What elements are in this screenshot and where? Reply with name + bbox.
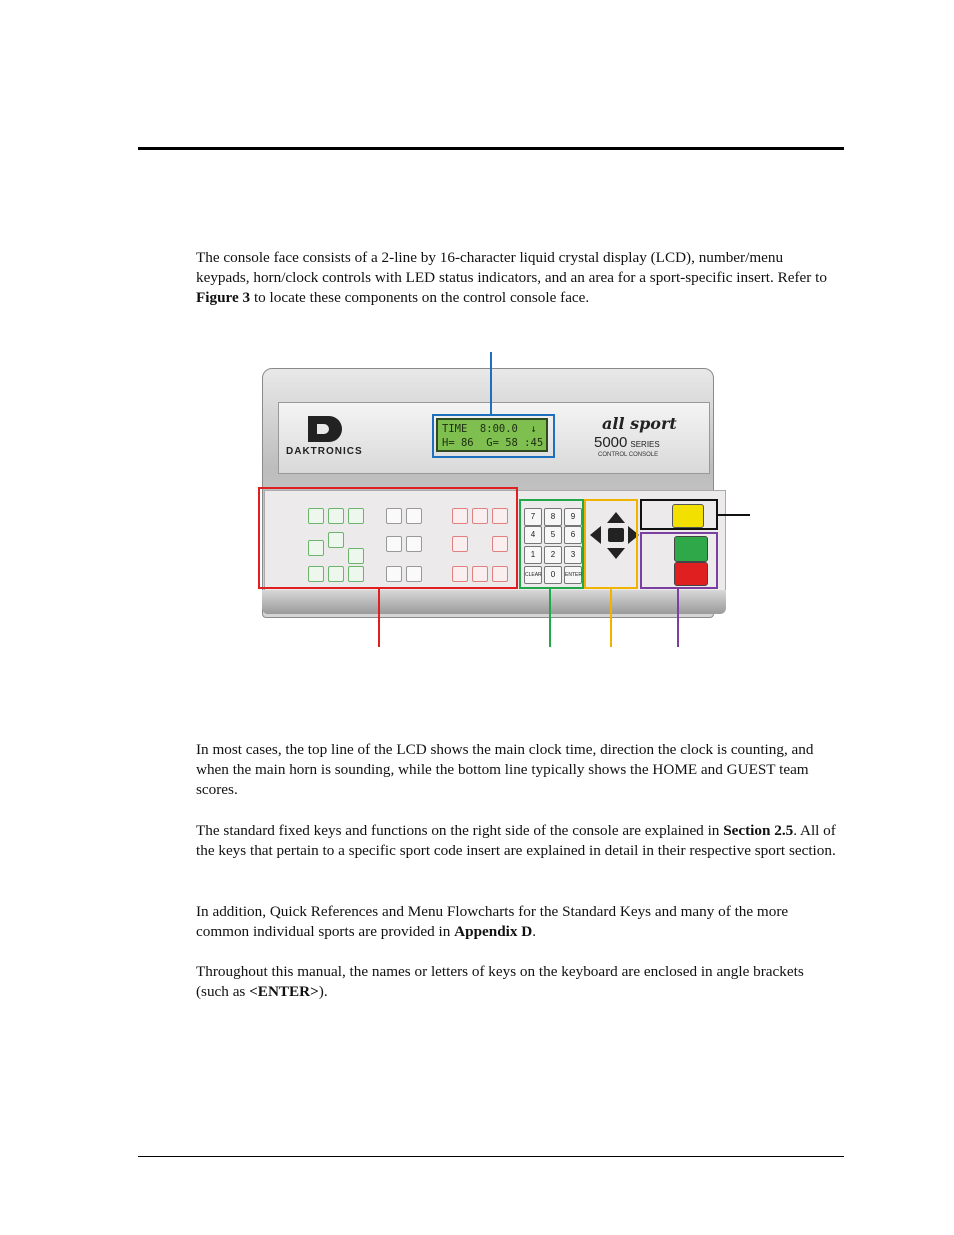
lcd-callout-box <box>432 414 555 458</box>
numpad-key: 7 <box>524 508 542 526</box>
fixed-keys-paragraph: The standard fixed keys and functions on the right side of the console are explained in Section 2.5. All of the keys that pertain to a specific sport code insert are explained in detail in their respective sport section. <box>196 822 836 859</box>
brand-allsport: all sport <box>602 414 677 433</box>
numpad-key: ENTER <box>564 566 582 584</box>
numpad-key: 2 <box>544 546 562 564</box>
numpad-key: 9 <box>564 508 582 526</box>
sport-insert-callout-box <box>258 487 518 589</box>
clock-callout-box <box>640 532 718 589</box>
console-base <box>262 590 726 614</box>
footer-rule <box>138 1156 844 1157</box>
numpad-key: 4 <box>524 526 542 544</box>
numpad-key: 1 <box>524 546 542 564</box>
appendix-paragraph: In addition, Quick References and Menu Flowcharts for the Standard Keys and many of the more common individual sports are provided in Appendix D. <box>196 903 789 940</box>
number-keypad-callout-box <box>519 499 584 589</box>
sport-insert-leader-line <box>378 589 380 647</box>
lcd-description-paragraph: In most cases, the top line of the LCD shows the main clock time, direction the clock is counting, and when the main horn is sounding, while the bottom line typically shows the HOME and GUEST team scores. <box>196 741 814 798</box>
horn-leader-line <box>718 514 750 516</box>
console-figure <box>250 350 760 650</box>
brand-daktronics: DAKTRONICS <box>286 446 363 457</box>
numpad-key: 0 <box>544 566 562 584</box>
numpad-key: 8 <box>544 508 562 526</box>
menu-keypad-leader-line <box>610 589 612 647</box>
numpad-key: 3 <box>564 546 582 564</box>
lcd-line-2: H= 86 G= 58 :45 <box>442 437 544 449</box>
numpad-key: CLEAR <box>524 566 542 584</box>
brand-subtitle: CONTROL CONSOLE <box>598 452 659 458</box>
header-rule <box>138 147 844 150</box>
menu-keypad-callout-box <box>584 499 638 589</box>
clock-leader-line <box>677 589 679 647</box>
numpad-key: 6 <box>564 526 582 544</box>
lcd-line-1: TIME 8:00.0 ↓ <box>442 423 537 435</box>
intro-paragraph: The console face consists of a 2-line by 16-character liquid crystal display (LCD), number/menu keypads, horn/clock controls with LED status indicators, and an area for a sport-specific insert. Refer to Figure 3 to locate these components on the control console face. <box>196 249 827 306</box>
brand-model: 5000 SERIES <box>594 434 660 451</box>
number-keypad-leader-line <box>549 589 551 647</box>
numpad-key: 5 <box>544 526 562 544</box>
horn-callout-box <box>640 499 718 530</box>
notation-paragraph: Throughout this manual, the names or letters of keys on the keyboard are enclosed in angle brackets (such as <ENTER>). <box>196 963 804 1000</box>
lcd-leader-line <box>490 352 492 414</box>
daktronics-logo-icon <box>308 416 342 442</box>
